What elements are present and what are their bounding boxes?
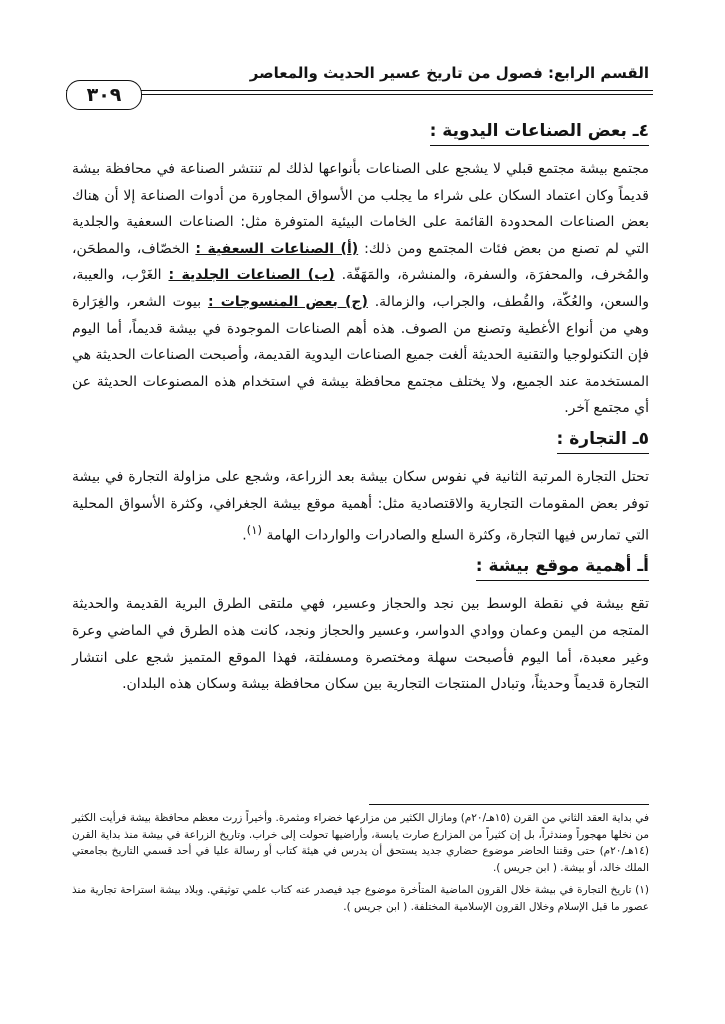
textiles-lead: (ج) بعض المنسوجات : bbox=[207, 293, 368, 310]
subsection-a-paragraph: تقع بيشة في نقطة الوسط بين نجد والحجاز وعسير، فهي ملتقى الطرق البرية القديمة والحديثة المتجه من اليمن وعمان ووادي الدواسر، وعسير والحجاز ونجد، كانت هذه الطرق في الماضي وعرة وغير معبدة، أما اليوم فأصبحت سهلة ومختصرة ومسفلتة، فهذا الموقع المتميز شجع على انتشار التجارة قديماً وحديثاً، وتبادل المنتجات التجارية بين سكان محافظة بيشة وسكان هذه البلدان. bbox=[72, 596, 649, 693]
header-rule-inner bbox=[140, 94, 653, 95]
trade-text: تحتل التجارة المرتبة الثانية في نفوس سكان بيشة بعد الزراعة، وشجع على مزاولة التجارة في بيشة توفر بعض المقومات التجارية والاقتصادية مثل: أهمية موقع بيشة الجغرافي، وكثرة الأسواق المحلية التي تمارس فيها التجارة، وكثرة السلع والصادرات والواردات الهامة bbox=[72, 468, 649, 544]
section-4-heading-row bbox=[72, 118, 649, 156]
section-5-paragraph: تحتل التجارة المرتبة الثانية في نفوس سكان بيشة بعد الزراعة، وشجع على مزاولة التجارة في بيشة توفر بعض المقومات التجارية والاقتصادية مثل: أهمية موقع بيشة الجغرافي، وكثرة الأسواق المحلية التي تمارس فيها التجارة، وكثرة السلع والصادرات والواردات الهامة $^{(١)}$. bbox=[72, 468, 649, 544]
header-rule bbox=[66, 90, 653, 91]
section-4-heading: ٤ـ بعض الصناعات اليدوية : bbox=[430, 118, 649, 146]
page-number: ٣٠٩ bbox=[66, 80, 142, 110]
subsection-a-heading-row bbox=[72, 553, 649, 591]
leather-crafts-lead: (ب) الصناعات الجلدية : bbox=[168, 267, 335, 284]
palm-crafts-lead: (أ) الصناعات السعفية : bbox=[195, 240, 359, 257]
running-title: القسم الرابع: فصول من تاريخ عسير الحديث والمعاصر bbox=[249, 64, 649, 82]
section-5-heading-row bbox=[72, 426, 649, 464]
leather-crafts-items: الغَرْب، والعيبة، والسعن، والعُكّة، والقُطف، والجراب، والزمالة. bbox=[72, 267, 650, 310]
footnote-continued: في بداية العقد الثاني من القرن (١٥هـ/٢٠م) ومازال الكثير من مزارعها خضراء ومثمرة. وأخيراً زرت معظم محافظة بيشة فرأيت الكثير من نخلها مهجوراً ومندثراً، بل إن كثيراً من المزارع صارت يابسة، وأراضيها تحولت إلى خراب. وتاريخ الزراعة في بيشة منذ بداية القرن (١٤هـ/٢٠م) حتى وقتنا الحاضر موضوع حضاري جديد يستحق أن يدرس في هيئة كتاب أو رسالة عليا في أحد قسمي التاريخ بجامعتي الملك خالد، أو بيشة. ( ابن جريس ). bbox=[72, 812, 649, 874]
palm-crafts-items: الخصّاف، والمطحَن، والمُخرف، والمحفرَة، والسفرة، والمنشرة، والمَهَفّة. bbox=[72, 240, 649, 284]
main-text bbox=[72, 118, 649, 698]
footnote-separator bbox=[369, 804, 649, 805]
subsection-a-heading: أـ أهمية موقع بيشة : bbox=[476, 553, 649, 581]
section-5-heading: ٥ـ التجارة : bbox=[557, 426, 649, 454]
footnote-1: (١) تاريخ التجارة في بيشة خلال القرون الماضية المتأخرة موضوع جيد فيصدر عنه كتاب علمي توثيقي. وبلاد بيشة استراحة تجارية منذ عصور ما قبل الإسلام وخلال القرون الإسلامية المختلفة. ( ابن جريس ). bbox=[72, 884, 649, 913]
section-4-paragraph bbox=[72, 156, 649, 422]
footnotes bbox=[72, 810, 649, 921]
section-4-intro: مجتمع بيشة مجتمع قبلي لا يشجع على الصناعات بأنواعها لذلك لم تنتشر الصناعة في محافظة بيشة قديماً وكان اعتماد السكان على شراء ما يجلب من الأسواق المجاورة من أدوات الصناعة إلا أن هناك بعض الصناعات المحدودة القائمة على الخامات البيئية المتوفرة مثل: الصناعات السعفية والجلدية التي لم تصنع من بعض فئات المجتمع ومن ذلك: bbox=[72, 161, 650, 257]
textiles-items: بيوت الشعر، والغِرَارة وهي من أنواع الأغطية وتصنع من الصوف. هذه أهم الصناعات الموجودة في بيشة قديماً، أما اليوم فإن التكنولوجيا والتقنية الحديثة ألغت جميع الصناعات اليدوية القديمة، وأصبحت الصناعات الحديثة هي المستخدمة عند الجميع، ولا يختلف مجتمع محافظة بيشة في استخدام هذه المصنوعات الحديثة عن أي مجتمع آخر. bbox=[72, 293, 649, 417]
footnote-marker: (١) bbox=[246, 523, 263, 538]
